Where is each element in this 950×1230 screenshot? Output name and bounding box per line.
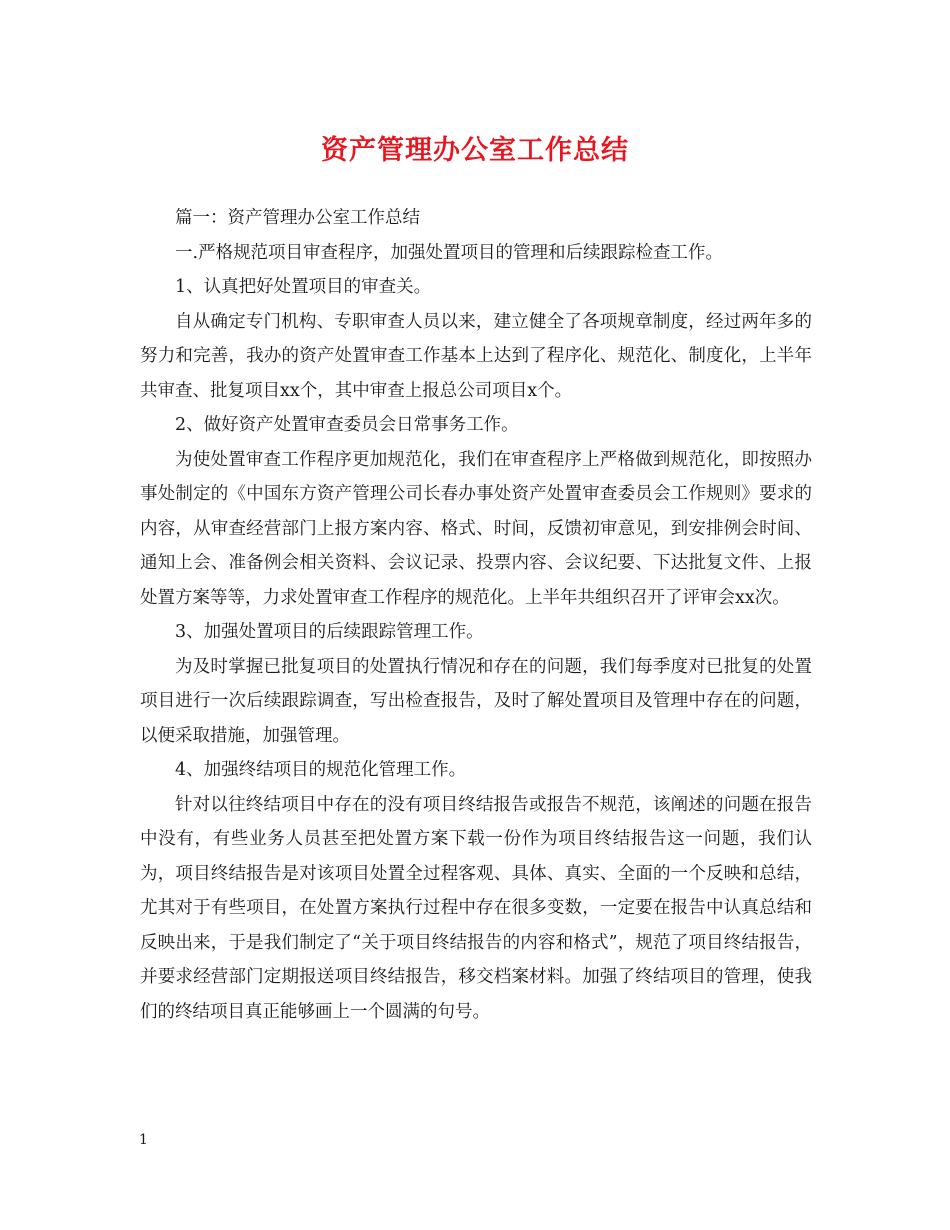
paragraph-item-3-body: 为及时掌握已批复项目的处置执行情况和存在的问题，我们每季度对已批复的处置项目进行一次后续跟踪调查，写出检查报告，及时了解处置项目及管理中存在的问题，以便采取措施，加强管理。 (140, 656, 812, 746)
paragraph-item-2-body: 为使处置审查工作程序更加规范化，我们在审查程序上严格做到规范化，即按照办事处制定的《中国东方资产管理公司长春办事处资产处置审查委员会工作规则》要求的内容，从审查经营部门上报方案内容、格式、时间，反馈初审意见，到安排例会时间、通知上会、准备例会相关资料、会议记录、投票内容、会议纪要、下达批复文件、上报处置方案等等，力求处置审查工作程序的规范化。上半年共组织召开了评审会xx次。 (140, 449, 812, 608)
paragraph-item-1-body: 自从确定专门机构、专职审查人员以来，建立健全了各项规章制度，经过两年多的努力和完善，我办的资产处置审查工作基本上达到了程序化、规范化、制度化，上半年共审查、批复项目xx个，其中审查上报总公司项目x个。 (140, 311, 812, 401)
paragraph-section-heading: 篇一：资产管理办公室工作总结 (175, 208, 420, 228)
page-number: 1 (139, 1132, 148, 1148)
paragraph-item-4-body: 针对以往终结项目中存在的没有项目终结报告或报告不规范，该阐述的问题在报告中没有，有些业务人员甚至把处置方案下载一份作为项目终结报告这一问题，我们认为，项目终结报告是对该项目处置全过程客观、具体、真实、全面的一个反映和总结，尤其对于有些项目，在处置方案执行过程中存在很多变数，一定要在报告中认真总结和反映出来，于是我们制定了“关于项目终结报告的内容和格式”，规范了项目终结报告，并要求经营部门定期报送项目终结报告，移交档案材料。加强了终结项目的管理，使我们的终结项目真正能够画上一个圆满的句号。 (140, 794, 812, 1022)
paragraph-item-1-heading: 1、认真把好处置项目的审查关。 (175, 277, 432, 297)
paragraph-item-3-heading: 3、加强处置项目的后续跟踪管理工作。 (175, 622, 484, 642)
paragraph-item-2-heading: 2、做好资产处置审查委员会日常事务工作。 (175, 415, 519, 435)
paragraph-part-one-heading: 一.严格规范项目审查程序，加强处置项目的管理和后续跟踪检查工作。 (175, 242, 724, 263)
document-title: 资产管理办公室工作总结 (321, 135, 629, 166)
paragraph-item-4-heading: 4、加强终结项目的规范化管理工作。 (175, 760, 467, 780)
document-body (140, 201, 812, 1029)
